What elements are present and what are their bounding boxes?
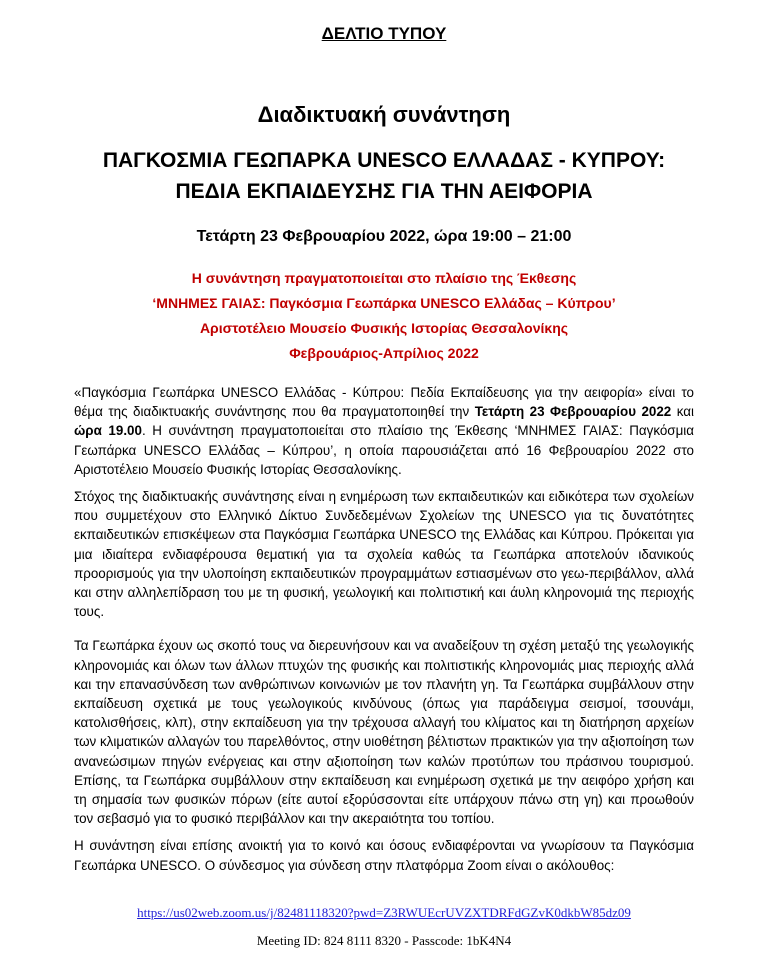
event-title-line: ΠΑΓΚΟΣΜΙΑ ΓΕΩΠΑΡΚΑ UNESCO ΕΛΛΑΔΑΣ - ΚΥΠΡΟΥ: — [102, 149, 666, 172]
event-type-heading: Διαδικτυακή συνάντηση — [257, 102, 511, 127]
context-line: Αριστοτέλειο Μουσείο Φυσικής Ιστορίας Θεσσαλονίκης — [199, 320, 569, 336]
intro-date: Τετάρτη 23 Φεβρουαρίου 2022 — [474, 404, 672, 420]
intro-text: . Η συνάντηση πραγματοποιείται στο πλαίσιο της Έκθεσης ‘ΜΝΗΜΕΣ ΓΑΙΑΣ: Παγκόσμια Γεωπάρκα UNESCO Ελλάδας – Κύπρου’, η οποία παρουσιάζεται από 16 Φεβρουαρίου 2022 στο Αριστοτέλειο Μουσείο Φυσικής Ιστορίας Θεσσαλονίκης. — [74, 423, 694, 477]
event-date: Τετάρτη 23 Φεβρουαρίου 2022, ώρα 19:00 – 21:00 — [196, 228, 572, 245]
context-line: Η συνάντηση πραγματοποιείται στο πλαίσιο της Έκθεσης — [191, 270, 577, 286]
intro-time: ώρα 19.00 — [74, 423, 142, 439]
intro-text: και — [671, 404, 694, 420]
event-title — [40, 145, 728, 207]
body-text — [74, 383, 694, 875]
exhibition-context — [0, 266, 768, 366]
paragraph-goal: Στόχος της διαδικτυακής συνάντησης είναι η ενημέρωση των εκπαιδευτικών και ειδικότερα των σχολείων που συμμετέχουν στο Ελληνικό Δίκτυο Συνδεδεμένων Σχολείων της UNESCO για τις δυνατότητες εκπαιδευτικών επισκέψεων στα Παγκόσμια Γεωπάρκα UNESCO της Ελλάδας και Κύπρου. Πρόκειται για μια ιδιαίτερα ενδιαφέρουσα θεματική για τα σχολεία καθώς τα Γεωπάρκα αποτελούν ιδανικούς προορισμούς για την υλοποίηση εκπαιδευτικών προγραμμάτων εστιασμένων στο γεω-περιβάλλον, αλλά και στην αλληλεπίδραση του με τη φυσική, γεωλογική και πολιτιστική και άυλη κληρονομιά της περιοχής τους. — [74, 489, 694, 620]
event-title-line: ΠΕΔΙΑ ΕΚΠΑΙΔΕΥΣΗΣ ΓΙΑ ΤΗΝ ΑΕΙΦΟΡΙΑ — [175, 180, 593, 203]
context-line: ‘ΜΝΗΜΕΣ ΓΑΙΑΣ: Παγκόσμια Γεωπάρκα UNESCO Ελλάδας – Κύπρου’ — [152, 295, 616, 311]
context-line: Φεβρουάριος-Απρίλιος 2022 — [289, 345, 479, 361]
paragraph-public: Η συνάντηση είναι επίσης ανοικτή για το κοινό και όσους ενδιαφέρονται να γνωρίσουν τα Παγκόσμια Γεωπάρκα UNESCO. Ο σύνδεσμος για σύνδεση στην πλατφόρμα Zoom είναι ο ακόλουθος: — [74, 838, 694, 873]
meeting-info: Meeting ID: 824 8111 8320 - Passcode: 1bK4N4 — [256, 933, 512, 948]
press-release-label: ΔΕΛΤΙΟ ΤΥΠΟΥ — [321, 24, 447, 43]
intro-text: «Παγκόσμια Γεωπάρκα UNESCO Ελλάδας - Κύπρου: Πεδία Εκπαίδευσης για την αειφορία» είναι το θέμα της διαδικτυακής συνάντησης που θα πραγματοποιηθεί την — [74, 385, 694, 420]
paragraph-intro — [74, 383, 694, 479]
zoom-link[interactable]: https://us02web.zoom.us/j/82481118320?pwd=Z3RWUEcrUVZXTDRFdGZvK0dkbW85dz09 — [137, 905, 631, 920]
paragraph-geoparks: Τα Γεωπάρκα έχουν ως σκοπό τους να διερευνήσουν και να αναδείξουν τη σχέση μεταξύ της γεωλογικής κληρονομιάς και όλων των άλλων πτυχών της φυσικής και πολιτιστικής κληρονομιάς μιας περιοχής αλλά και την επανασύνδεση των ανθρώπινων κοινωνιών με τον πλανήτη γη. Τα Γεωπάρκα συμβάλλουν στην εκπαίδευση σχετικά με τους γεωλογικούς κινδύνους (όπως για παράδειγμα σεισμοί, τσουνάμι, κατολισθήσεις, κλπ), στην εκπαίδευση για την τρέχουσα αλλαγή του κλίματος και τη διατήρηση αρχείων των κλιματικών αλλαγών του παρελθόντος, στην υιοθέτηση βέλτιστων πρακτικών για την αξιοποίηση των ανανεώσιμων πηγών ενέργειας και στην αξιοποίηση των καλών προτύπων του πράσινου τουρισμού. Επίσης, τα Γεωπάρκα συμβάλλουν στην εκπαίδευση και ενημέρωση σχετικά με την αειφόρο χρήση και τη σημασία των φυσικών πόρων (είτε αυτοί εξορύσσονται είτε υπάρχουν πάνω στη γη) και προωθούν τον σεβασμό για το φυσικό περιβάλλον και την ακεραιότητα του τοπίου. — [74, 638, 694, 827]
